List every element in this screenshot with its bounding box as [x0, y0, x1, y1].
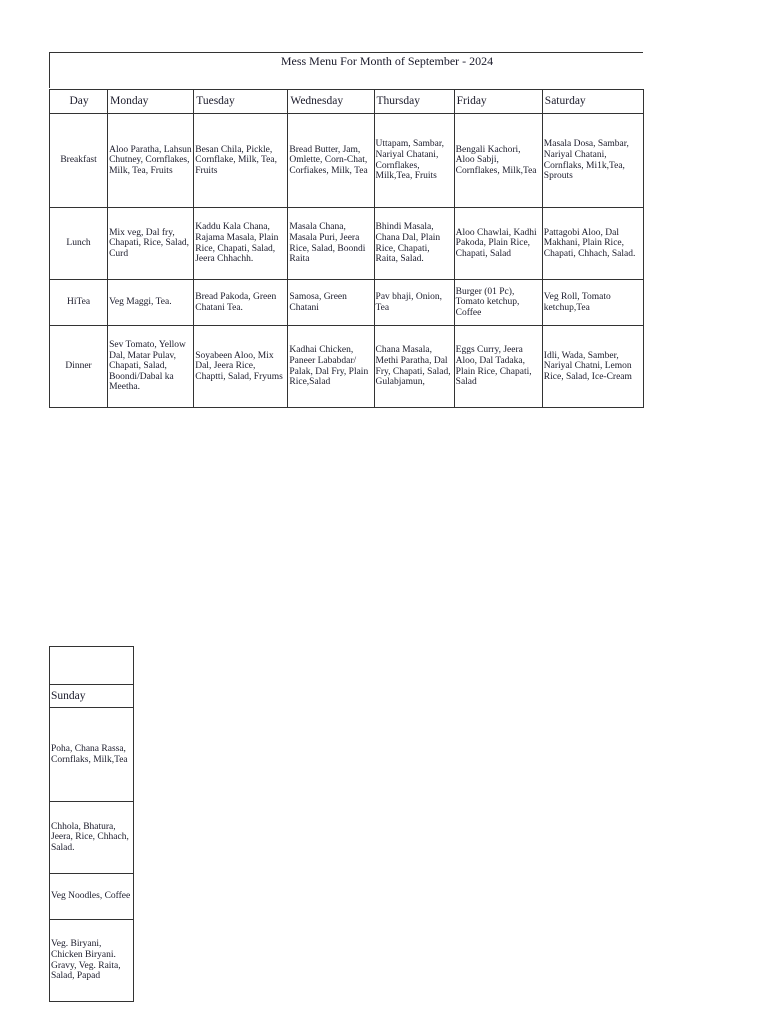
- header-friday: Friday: [454, 90, 542, 114]
- table-row-sunday-lunch: [50, 802, 134, 874]
- menu-table: [49, 89, 644, 408]
- table-row-hitea: [50, 280, 644, 326]
- header-thursday: Thursday: [374, 90, 454, 114]
- table-cell: Soyabeen Aloo, Mix Dal, Jeera Rice, Chaptti, Salad, Fryums: [194, 326, 288, 408]
- table-cell: Veg Roll, Tomato ketchup,Tea: [542, 280, 643, 326]
- sunday-table: [49, 646, 134, 1002]
- table-cell: Besan Chila, Pickle, Cornflake, Milk, Tea, Fruits: [194, 114, 288, 208]
- table-cell: Sev Tomato, Yellow Dal, Matar Pulav, Chapati, Salad, Boondi/Dabal ka Meetha.: [108, 326, 194, 408]
- table-row-sunday-breakfast: [50, 708, 134, 802]
- table-cell: Veg. Biryani, Chicken Biryani. Gravy, Veg. Raita, Salad, Papad: [50, 920, 134, 1002]
- table-cell: Masala Chana, Masala Puri, Jeera Rice, Salad, Boondi Raita: [288, 208, 374, 280]
- table-cell: Bread Butter, Jam, Omlette, Corn-Chat, Corfiakes, Milk, Tea: [288, 114, 374, 208]
- table-cell: Masala Dosa, Sambar, Nariyal Chatani, Cornflaks, Mi1k,Tea, Sprouts: [542, 114, 643, 208]
- table-cell: Veg Maggi, Tea.: [108, 280, 194, 326]
- table-row-sunday-hitea: [50, 874, 134, 920]
- table-cell: Kaddu Kala Chana, Rajama Masala, Plain Rice, Chapati, Salad, Jeera Chhachh.: [194, 208, 288, 280]
- table-cell: Pattagobi Aloo, Dal Makhani, Plain Rice, Chapati, Chhach, Salad.: [542, 208, 643, 280]
- blank-cell: [50, 647, 134, 685]
- table-cell: Aloo Chawlai, Kadhi Pakoda, Plain Rice, Chapati, Salad: [454, 208, 542, 280]
- meal-label-lunch: Lunch: [50, 208, 108, 280]
- header-saturday: Saturday: [542, 90, 643, 114]
- table-cell: Burger (01 Pc), Tomato ketchup, Coffee: [454, 280, 542, 326]
- table-cell: Chana Masala, Methi Paratha, Dal Fry, Chapati, Salad, Gulabjamun,: [374, 326, 454, 408]
- table-row-sunday-dinner: [50, 920, 134, 1002]
- table-cell: Bengali Kachori, Aloo Sabji, Cornflakes, Milk,Tea: [454, 114, 542, 208]
- header-row: [50, 90, 644, 114]
- table-cell: Poha, Chana Rassa, Cornflaks, Milk,Tea: [50, 708, 134, 802]
- table-cell: Mix veg, Dal fry, Chapati, Rice, Salad, Curd: [108, 208, 194, 280]
- meal-label-dinner: Dinner: [50, 326, 108, 408]
- table-cell: Aloo Paratha, Lahsun Chutney, Cornflakes, Milk, Tea, Fruits: [108, 114, 194, 208]
- meal-label-breakfast: Breakfast: [50, 114, 108, 208]
- header-sunday: Sunday: [50, 685, 134, 708]
- table-cell: Chhola, Bhatura, Jeera, Rice, Chhach, Salad.: [50, 802, 134, 874]
- header-day: Day: [50, 90, 108, 114]
- table-row-breakfast: [50, 114, 644, 208]
- table-row-lunch: [50, 208, 644, 280]
- table-cell: Samosa, Green Chatani: [288, 280, 374, 326]
- sunday-blank-row: [50, 647, 134, 685]
- table-cell: Uttapam, Sambar, Nariyal Chatani, Cornflakes, Milk,Tea, Fruits: [374, 114, 454, 208]
- header-tuesday: Tuesday: [194, 90, 288, 114]
- header-wednesday: Wednesday: [288, 90, 374, 114]
- meal-label-hitea: HiTea: [50, 280, 108, 326]
- table-cell: Idli, Wada, Samber, Nariyal Chatni, Lemon Rice, Salad, Ice-Cream: [542, 326, 643, 408]
- table-cell: Pav bhaji, Onion, Tea: [374, 280, 454, 326]
- table-cell: Veg Noodles, Coffee: [50, 874, 134, 920]
- sunday-header-row: [50, 685, 134, 708]
- table-cell: Bread Pakoda, Green Chatani Tea.: [194, 280, 288, 326]
- header-monday: Monday: [108, 90, 194, 114]
- table-cell: Kadhai Chicken, Paneer Lababdar/ Palak, Dal Fry, Plain Rice,Salad: [288, 326, 374, 408]
- page-title: Mess Menu For Month of September - 2024: [280, 54, 494, 68]
- table-row-dinner: [50, 326, 644, 408]
- table-cell: Bhindi Masala, Chana Dal, Plain Rice, Chapati, Raita, Salad.: [374, 208, 454, 280]
- table-cell: Eggs Curry, Jeera Aloo, Dal Tadaka, Plain Rice, Chapati, Salad: [454, 326, 542, 408]
